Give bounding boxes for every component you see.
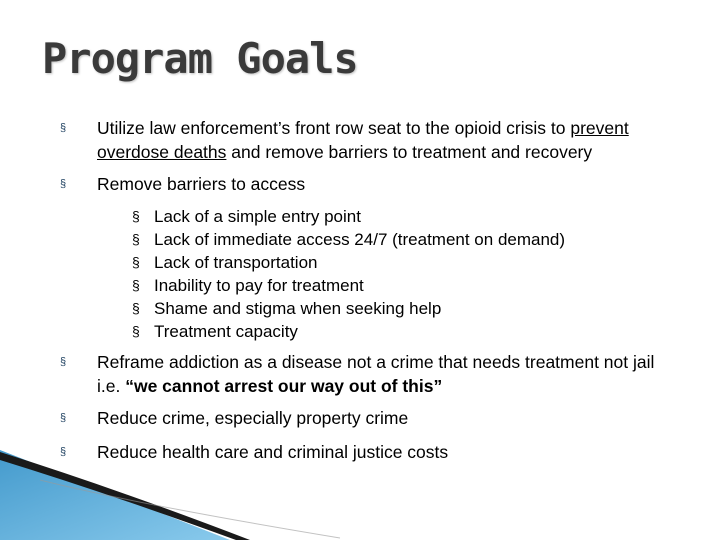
page-title: Program Goals	[42, 34, 358, 83]
bullet-marker: §	[60, 356, 67, 368]
goal-item	[60, 172, 680, 196]
bullet-marker: §	[60, 412, 67, 424]
goal-text: Utilize law enforcement’s front row seat to the opioid crisis to prevent overdose deaths and remove barriers to treatment and recovery	[97, 118, 629, 162]
goal-text: Reduce crime, especially property crime	[97, 408, 409, 428]
sub-list-item: § Lack of transportation	[132, 253, 318, 272]
goal-item	[60, 406, 680, 430]
goal-text: Reframe addiction as a disease not a crime that needs treatment not jail i.e. “we cannot arrest our way out of this”	[97, 352, 655, 396]
sub-list-item: § Shame and stigma when seeking help	[132, 299, 442, 318]
goal-text: Remove barriers to access	[97, 174, 306, 194]
goal-text: Reduce health care and criminal justice costs	[97, 442, 449, 462]
corner-decoration	[0, 450, 720, 540]
bullet-marker: §	[60, 122, 67, 134]
goal-item	[60, 116, 680, 164]
goal-item	[60, 350, 680, 398]
bullet-marker: §	[60, 446, 67, 458]
bullet-marker: §	[60, 178, 67, 190]
sub-list-item: § Lack of immediate access 24/7 (treatment on demand)	[132, 230, 566, 249]
sub-list-item: § Treatment capacity	[132, 322, 298, 341]
sub-list-item: § Lack of a simple entry point	[132, 207, 361, 226]
sub-list-item: § Inability to pay for treatment	[132, 276, 364, 295]
